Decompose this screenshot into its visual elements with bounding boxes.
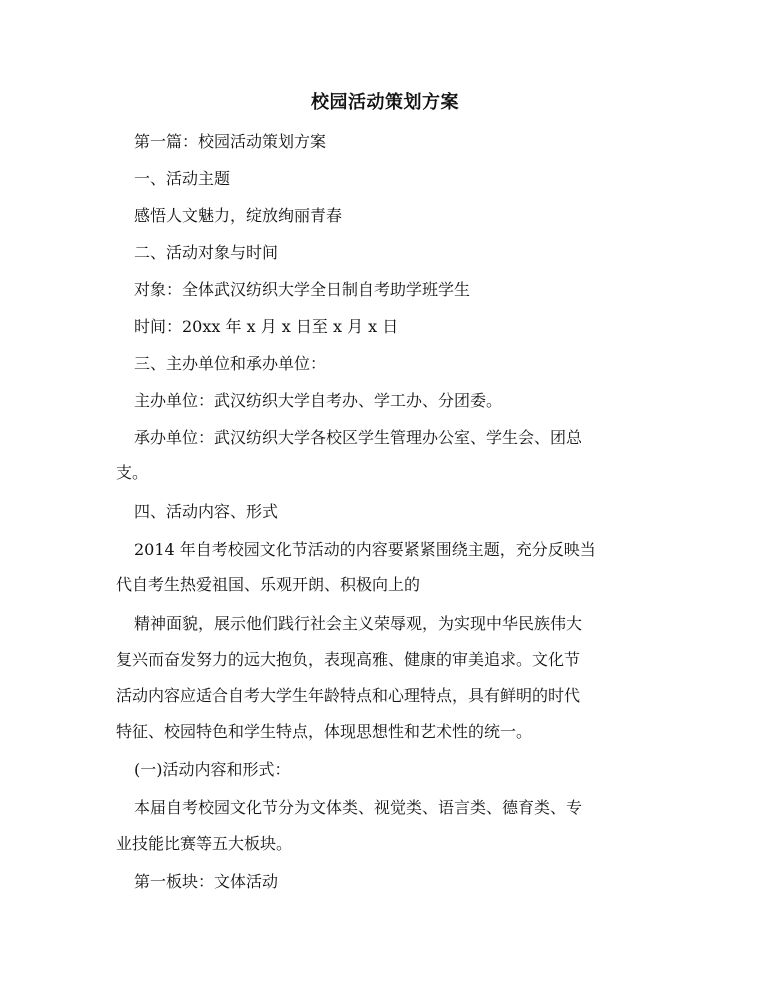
time-text: 时间：20xx 年 x 月 x 日至 x 月 x 日 (134, 317, 399, 336)
document-title: 校园活动策划方案 (311, 92, 459, 113)
subheading-content-form: (一)活动内容和形式： (134, 760, 291, 779)
paragraph-line: 2014 年自考校园文化节活动的内容要紧紧围绕主题，充分反映当 (134, 540, 596, 559)
paragraph-line: 业技能比赛等五大板块。 (116, 834, 293, 853)
paragraph-line: 活动内容应适合自考大学生年龄特点和心理特点，具有鲜明的时代 (116, 686, 581, 705)
heading-target-time: 二、活动对象与时间 (134, 243, 279, 262)
paragraph-line: 特征、校园特色和学生特点，体现思想性和艺术性的统一。 (116, 722, 533, 741)
theme-text: 感悟人文魅力，绽放绚丽青春 (134, 206, 343, 225)
co-organizer-text: 承办单位：武汉纺织大学各校区学生管理办公室、学生会、团总 (134, 428, 583, 447)
paragraph-line: 本届自考校园文化节分为文体类、视觉类、语言类、德育类、专 (134, 798, 583, 817)
paragraph-line: 复兴而奋发努力的远大抱负，表现高雅、健康的审美追求。文化节 (116, 650, 581, 669)
heading-content-form: 四、活动内容、形式 (134, 502, 279, 521)
heading-block-one: 第一板块：文体活动 (134, 872, 279, 891)
heading-organizers: 三、主办单位和承办单位： (134, 354, 327, 373)
heading-part-one: 第一篇：校园活动策划方案 (134, 132, 327, 151)
organizer-text: 主办单位：武汉纺织大学自考办、学工办、分团委。 (134, 391, 503, 410)
paragraph-line: 代自考生热爱祖国、乐观开朗、积极向上的 (116, 575, 421, 594)
heading-theme: 一、活动主题 (134, 169, 231, 188)
paragraph-line: 精神面貌，展示他们践行社会主义荣辱观，为实现中华民族伟大 (134, 614, 583, 633)
co-organizer-text-cont: 支。 (116, 463, 149, 482)
target-text: 对象：全体武汉纺织大学全日制自考助学班学生 (134, 280, 471, 299)
